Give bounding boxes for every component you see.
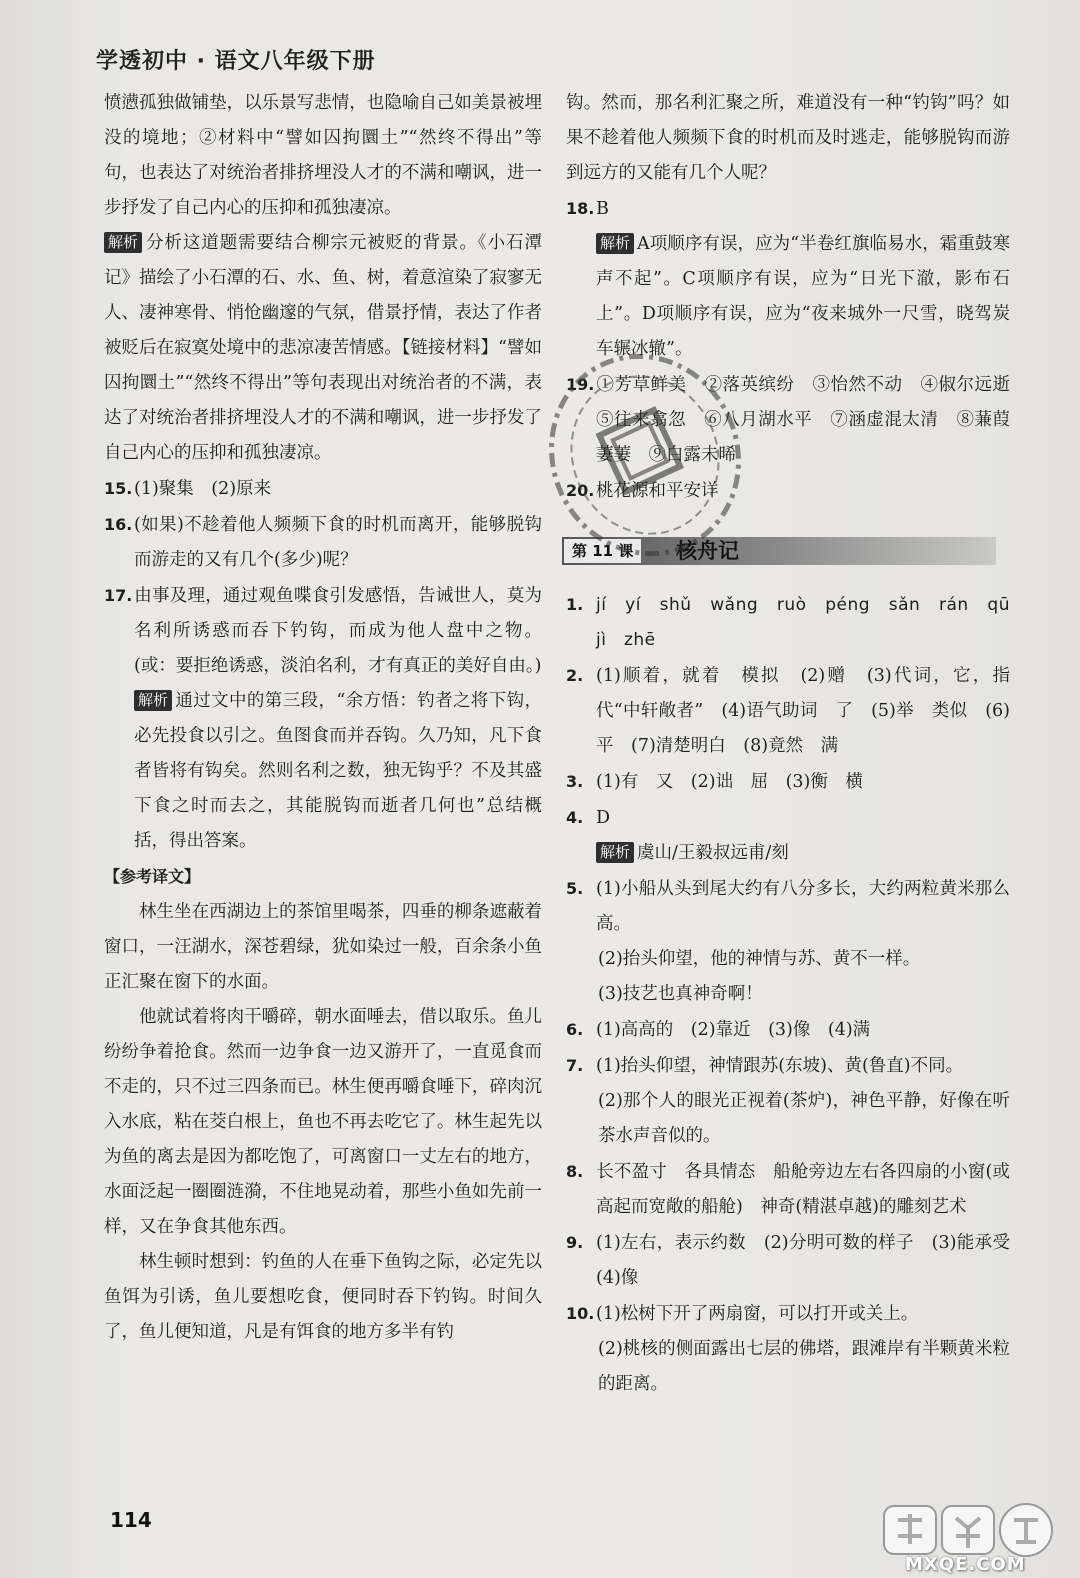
question-5	[566, 871, 1010, 942]
translation-paragraph-1: 林生坐在西湖边上的茶馆里喝茶，四垂的柳条遮蔽着窗口，一汪湖水，深苍碧绿，犹如染过一般，百余条小鱼正汇聚在窗下的水面。	[104, 902, 542, 992]
question-number: 9.	[566, 1233, 584, 1252]
question-number: 1.	[566, 595, 584, 614]
analysis-text: 虞山/王毅叔远甫/刻	[637, 843, 789, 863]
question-9	[566, 1225, 1028, 1296]
pinyin-answer: jí yí shǔ wǎng ruò péng sǎn rán qū jì zhē	[596, 595, 1028, 650]
analysis-tag: 解析	[134, 690, 172, 711]
question-number: 7.	[566, 1056, 584, 1075]
answer-text: B	[596, 199, 609, 219]
answer-text: (1)顺着，就着 模拟 (2)赠 (3)代词，它，指代“中轩敞者” (4)语气助词 了 (5)举 类似 (6)平 (7)清楚明白 (8)竟然 满	[596, 666, 1010, 756]
question-number: 15.	[104, 479, 133, 498]
question-2	[566, 658, 1010, 764]
question-number: 4.	[566, 808, 584, 827]
answer-continuation: 愤懑孤独做铺垫，以乐景写悲情，也隐喻自己如美景被埋没的境地；②材料中“譬如囚拘圜土”“然终不得出”等句，也表达了对统治者排挤埋没人才的不满和嘲讽，进一步抒发了自己内心的压抑和孤独凄凉。	[104, 93, 542, 218]
question-10	[566, 1296, 1010, 1332]
analysis-tag: 解析	[104, 232, 142, 253]
question-7-part-2: (2)那个人的眼光正视着(茶炉)，神色平静，好像在听茶水声音似的。	[598, 1091, 1010, 1146]
question-number: 20.	[566, 481, 595, 500]
question-1	[566, 587, 1028, 658]
analysis-tag: 解析	[596, 233, 634, 254]
question-number: 8.	[566, 1162, 584, 1181]
answer-text: 桃花源和平安详	[596, 481, 719, 501]
analysis-text: 通过文中的第三段，“余方悟：钓者之将下钩，必先投食以引之。鱼图食而并吞钩。久乃知，凡下食者皆将有钩矣。然则名利之数，独无钩乎？不及其盛下食之时而去之，其能脱钩而逝者几何也”总结概括，得出答案。	[134, 691, 542, 851]
question-number: 16.	[104, 515, 133, 534]
question-number: 2.	[566, 666, 584, 685]
question-5-part-3: (3)技艺也真神奇啊！	[598, 984, 763, 1004]
right-column	[566, 86, 1028, 1402]
answer-text: D	[596, 808, 611, 828]
lesson-number-badge: 第 11 课	[564, 539, 641, 563]
question-number: 10.	[566, 1304, 595, 1323]
question-7	[566, 1048, 1010, 1084]
analysis-block-4	[566, 836, 1010, 871]
answer-text: 由事及理，通过观鱼喋食引发感悟，告诫世人，莫为名利所诱惑而吞下钓钩，而成为他人盘中之物。(或：要拒绝诱惑，淡泊名利，才有真正的美好自由。)	[134, 586, 542, 676]
translation-paragraph-2: 他就试着将肉干嚼碎，朝水面唾去，借以取乐。鱼儿纷纷争着抢食。然而一边争食一边又游开了，一直觅食而不走的，只不过三四条而已。林生便再嚼食唾下，碎肉沉入水底，粘在茭白根上，鱼也不再去吃它了。林生起先以为鱼的离去是因为都吃饱了，可离窗口一丈左右的地方，水面泛起一圈圈涟漪，不住地晃动着，那些小鱼如先前一样，又在争食其他东西。	[104, 1007, 542, 1237]
answer-text: (1)左右，表示约数 (2)分明可数的样子 (3)能承受 (4)像	[596, 1233, 1028, 1288]
answer-text: 长不盈寸 各具情态 船舱旁边左右各四扇的小窗(或高起而宽敞的船舱) 神奇(精湛卓越)的雕刻艺术	[596, 1162, 1010, 1217]
translation-paragraph-3: 林生顿时想到：钓鱼的人在垂下鱼钩之际，必定先以鱼饵为引诱，鱼儿要想吃食，便同时吞下钓钩。时间久了，鱼儿便知道，凡是有饵食的地方多半有钓	[104, 1252, 542, 1342]
answer-text: (1)有 又 (2)诎 屈 (3)衡 横	[596, 772, 863, 792]
answer-text: (1)松树下开了两扇窗，可以打开或关上。	[596, 1304, 919, 1324]
question-17	[104, 578, 542, 684]
left-column	[104, 86, 542, 1350]
reference-translation-title: 【参考译文】	[104, 867, 201, 886]
answer-text: ①芳草鲜美 ②落英缤纷 ③怡然不动 ④俶尔远逝 ⑤往来翕忽 ⑥八月湖水平 ⑦涵虚混太清 ⑧蒹葭萋萋 ⑨白露未晞	[596, 375, 1028, 465]
answer-text: (1)抬头仰望，神情跟苏(东坡)、黄(鲁直)不同。	[596, 1056, 964, 1076]
analysis-text: A项顺序有误，应为“半卷红旗临易水，霜重鼓寒声不起”。C项顺序有误，应为“日光下澈，影布石上”。D项顺序有误，应为“夜来城外一尺雪，晓驾炭车辗冰辙”。	[596, 234, 1010, 359]
question-5-part-2: (2)抬头仰望，他的神情与苏、黄不一样。	[598, 949, 921, 969]
question-16	[104, 507, 542, 578]
question-15	[104, 471, 542, 507]
analysis-text: 分析这道题需要结合柳宗元被贬的背景。《小石潭记》描绘了小石潭的石、水、鱼、树，着意渲染了寂寥无人、凄神寒骨、悄怆幽邃的气氛，借景抒情，表达了作者被贬后在寂寞处境中的悲凉凄苦情感。【链接材料】“譬如囚拘圜土”“然终不得出”等句表现出对统治者的不满，表达了对统治者排挤埋没人才的不满和嘲讽，进一步抒发了自己内心的压抑和孤独凄凉。	[104, 233, 542, 463]
answer-text: (1)高高的 (2)靠近 (3)像 (4)满	[596, 1020, 871, 1040]
question-number: 5.	[566, 879, 584, 898]
stamp-seal-icon	[520, 330, 770, 580]
analysis-block	[104, 226, 542, 471]
question-18	[566, 191, 1010, 227]
question-4	[566, 800, 1010, 836]
question-number: 18.	[566, 199, 595, 218]
running-header: 学透初中 · 语文八年级下册	[96, 49, 376, 74]
analysis-block-17	[104, 684, 542, 859]
watermark-url: MXQE.COM	[905, 1554, 1026, 1575]
question-number: 17.	[104, 586, 133, 605]
analysis-tag: 解析	[596, 842, 634, 863]
question-10-part-2: (2)桃核的侧面露出七层的佛塔，跟滩岸有半颗黄米粒的距离。	[598, 1339, 1010, 1394]
answer-text: (如果)不趁着他人频频下食的时机而离开，能够脱钩而游走的又有几个(多少)呢？	[134, 515, 542, 570]
question-8	[566, 1154, 1010, 1225]
translation-continuation: 钩。然而，那名利汇聚之所，难道没有一种“钓钩”吗？如果不趁着他人频频下食的时机而及时逃走，能够脱钩而游到远方的又能有几个人呢？	[566, 93, 1010, 183]
page-number: 114	[110, 1508, 152, 1532]
lesson-title: 核舟记	[676, 539, 739, 563]
question-number: 6.	[566, 1020, 584, 1039]
question-number: 3.	[566, 772, 584, 791]
question-number: 19.	[566, 375, 595, 394]
question-6	[566, 1012, 1010, 1048]
question-3	[566, 764, 1010, 800]
answer-text: (1)小船从头到尾大约有八分多长，大约两粒黄米那么高。	[596, 879, 1010, 934]
answer-text: (1)聚集 (2)原来	[134, 479, 272, 499]
